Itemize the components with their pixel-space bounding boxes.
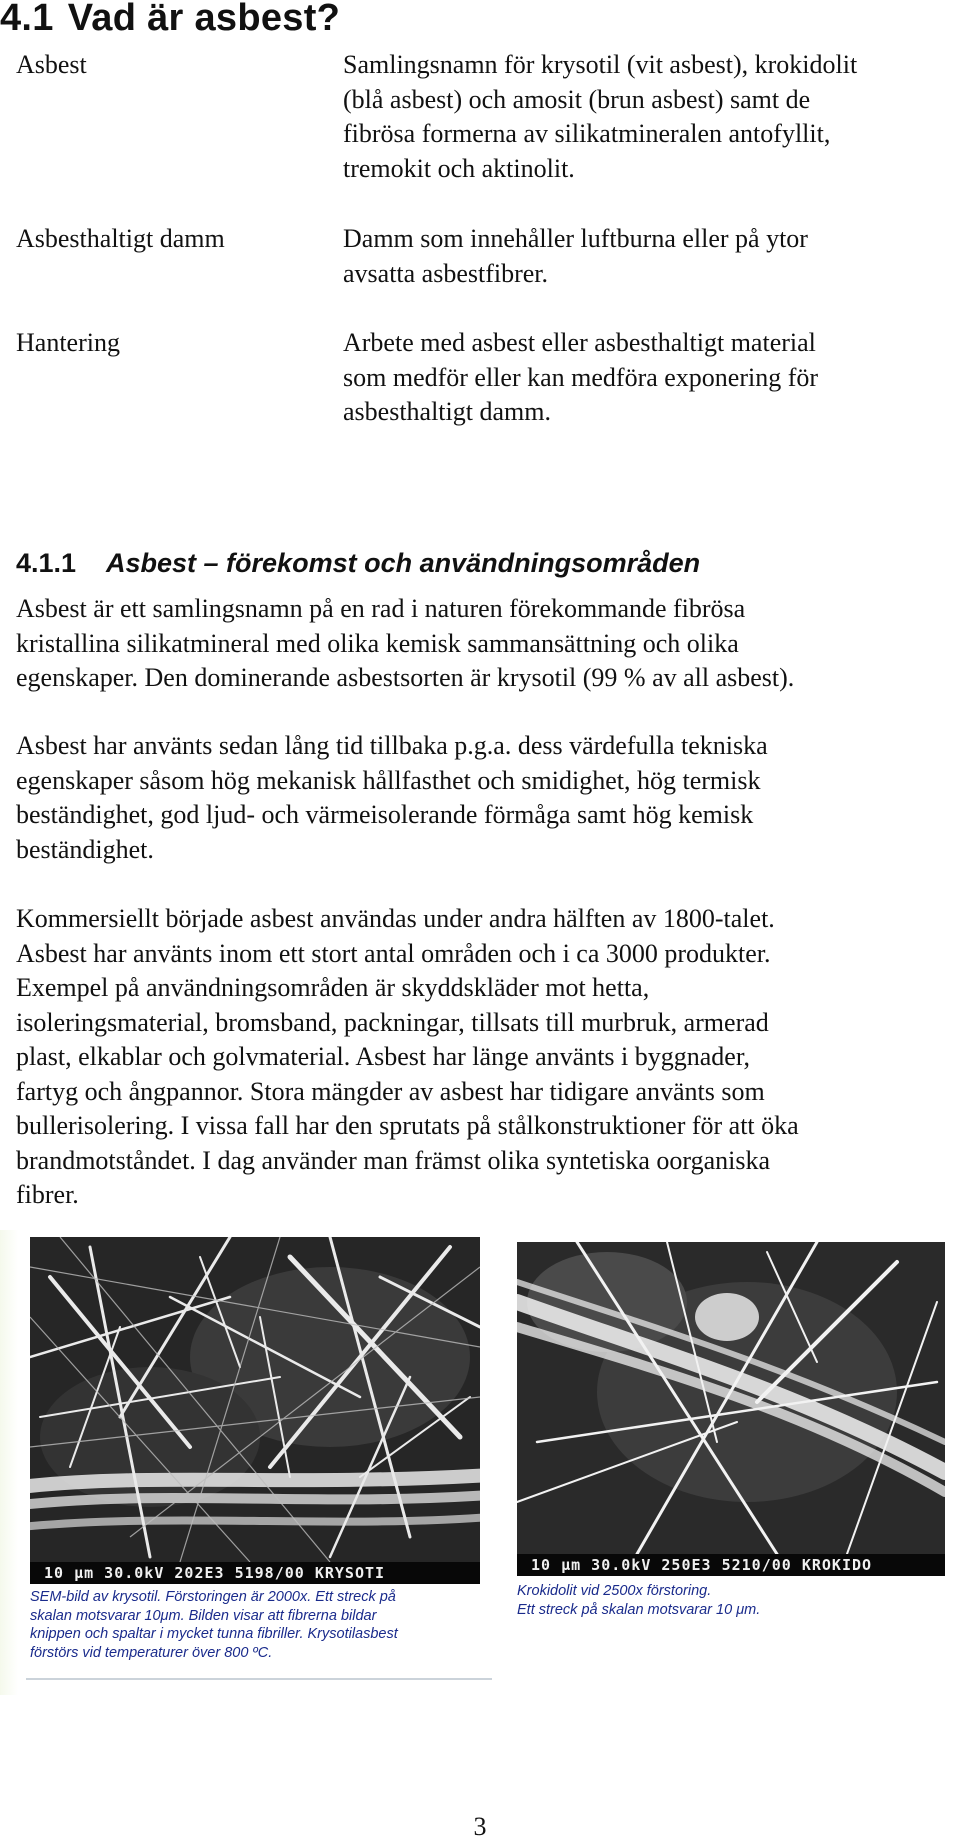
paragraph-usage: Kommersiellt började asbest användas under andra hälften av 1800-talet. Asbest har använts inom ett stort antal områden och i ca 3000 produkter. Exempel på användningsområden är skyddskläder mot hetta, isoleringsmaterial, bromsband, packningar, tillsats till murbruk, armerad plast, elkablar och golvmaterial. Asbest har länge använts i byggnader, fartyg och ångpannor. Stora mängder av asbest har tidigare använts som bullerisolering. I vissa fall har den sprutats på stålkonstruktioner för att öka brandmotståndet. I dag använder man främst olika syntetiska oorganiska fibrer. <box>16 904 799 1209</box>
krysotil-micrograph <box>30 1237 480 1584</box>
figure-divider <box>26 1678 492 1680</box>
krokidolit-caption: Krokidolit vid 2500x förstoring. Ett streck på skalan motsvarar 10 μm. <box>517 1583 761 1618</box>
krokidolit-scale-label: 10 μm 30.0kV 250E3 5210/00 KROKIDO <box>517 1554 945 1576</box>
krysotil-caption: SEM-bild av krysotil. Förstoringen är 2000x. Ett streck på skalan motsvarar 10μm. Bilden visar att fibrerna bildar knippen och spaltar i mycket tunna fibriller. Krysotilasbest förstörs vid temperaturer över 800 ºC. <box>30 1589 398 1661</box>
krysotil-scale-label: 10 μm 30.0kV 202E3 5198/00 KRYSOTI <box>30 1562 480 1584</box>
subsection-title: Asbest – förekomst och användningsområden <box>106 548 701 578</box>
section-title: Vad är asbest? <box>67 0 341 39</box>
section-heading <box>0 0 340 40</box>
krysotil-fiber-texture <box>30 1237 480 1562</box>
definition-term-asbesthaltigt-damm: Asbesthaltigt damm <box>16 224 225 253</box>
figure-margin-tint <box>0 1230 18 1695</box>
subsection-heading <box>16 546 700 580</box>
definition-term-asbest: Asbest <box>16 50 87 79</box>
section-number: 4.1 <box>0 0 54 39</box>
paragraph-definition: Asbest är ett samlingsnamn på en rad i naturen förekommande fibrösa kristallina silikatmineral med olika kemisk sammansättning och olika egenskaper. Den dominerande asbestsorten är krysotil (99 % av all asbest). <box>16 594 795 692</box>
definition-text-asbesthaltigt-damm: Damm som innehåller luftburna eller på ytor avsatta asbestfibrer. <box>343 224 808 288</box>
page-number: 3 <box>473 1812 487 1841</box>
krokidolit-fiber-texture <box>517 1242 945 1554</box>
definition-text-asbest: Samlingsnamn för krysotil (vit asbest), krokidolit (blå asbest) och amosit (brun asbest) samt de fibrösa formerna av silikatmineralen antofyllit, tremokit och aktinolit. <box>343 50 858 183</box>
definition-text-hantering: Arbete med asbest eller asbesthaltigt material som medför eller kan medföra exponering för asbesthaltigt damm. <box>343 328 819 426</box>
paragraph-properties: Asbest har använts sedan lång tid tillbaka p.g.a. dess värdefulla tekniska egenskaper såsom hög mekanisk hållfasthet och smidighet, hög termisk beständighet, god ljud- och värmeisolerande förmåga samt hög kemisk beständighet. <box>16 731 768 864</box>
definition-term-hantering: Hantering <box>16 328 120 357</box>
krokidolit-micrograph <box>517 1242 945 1576</box>
subsection-number: 4.1.1 <box>16 548 77 578</box>
